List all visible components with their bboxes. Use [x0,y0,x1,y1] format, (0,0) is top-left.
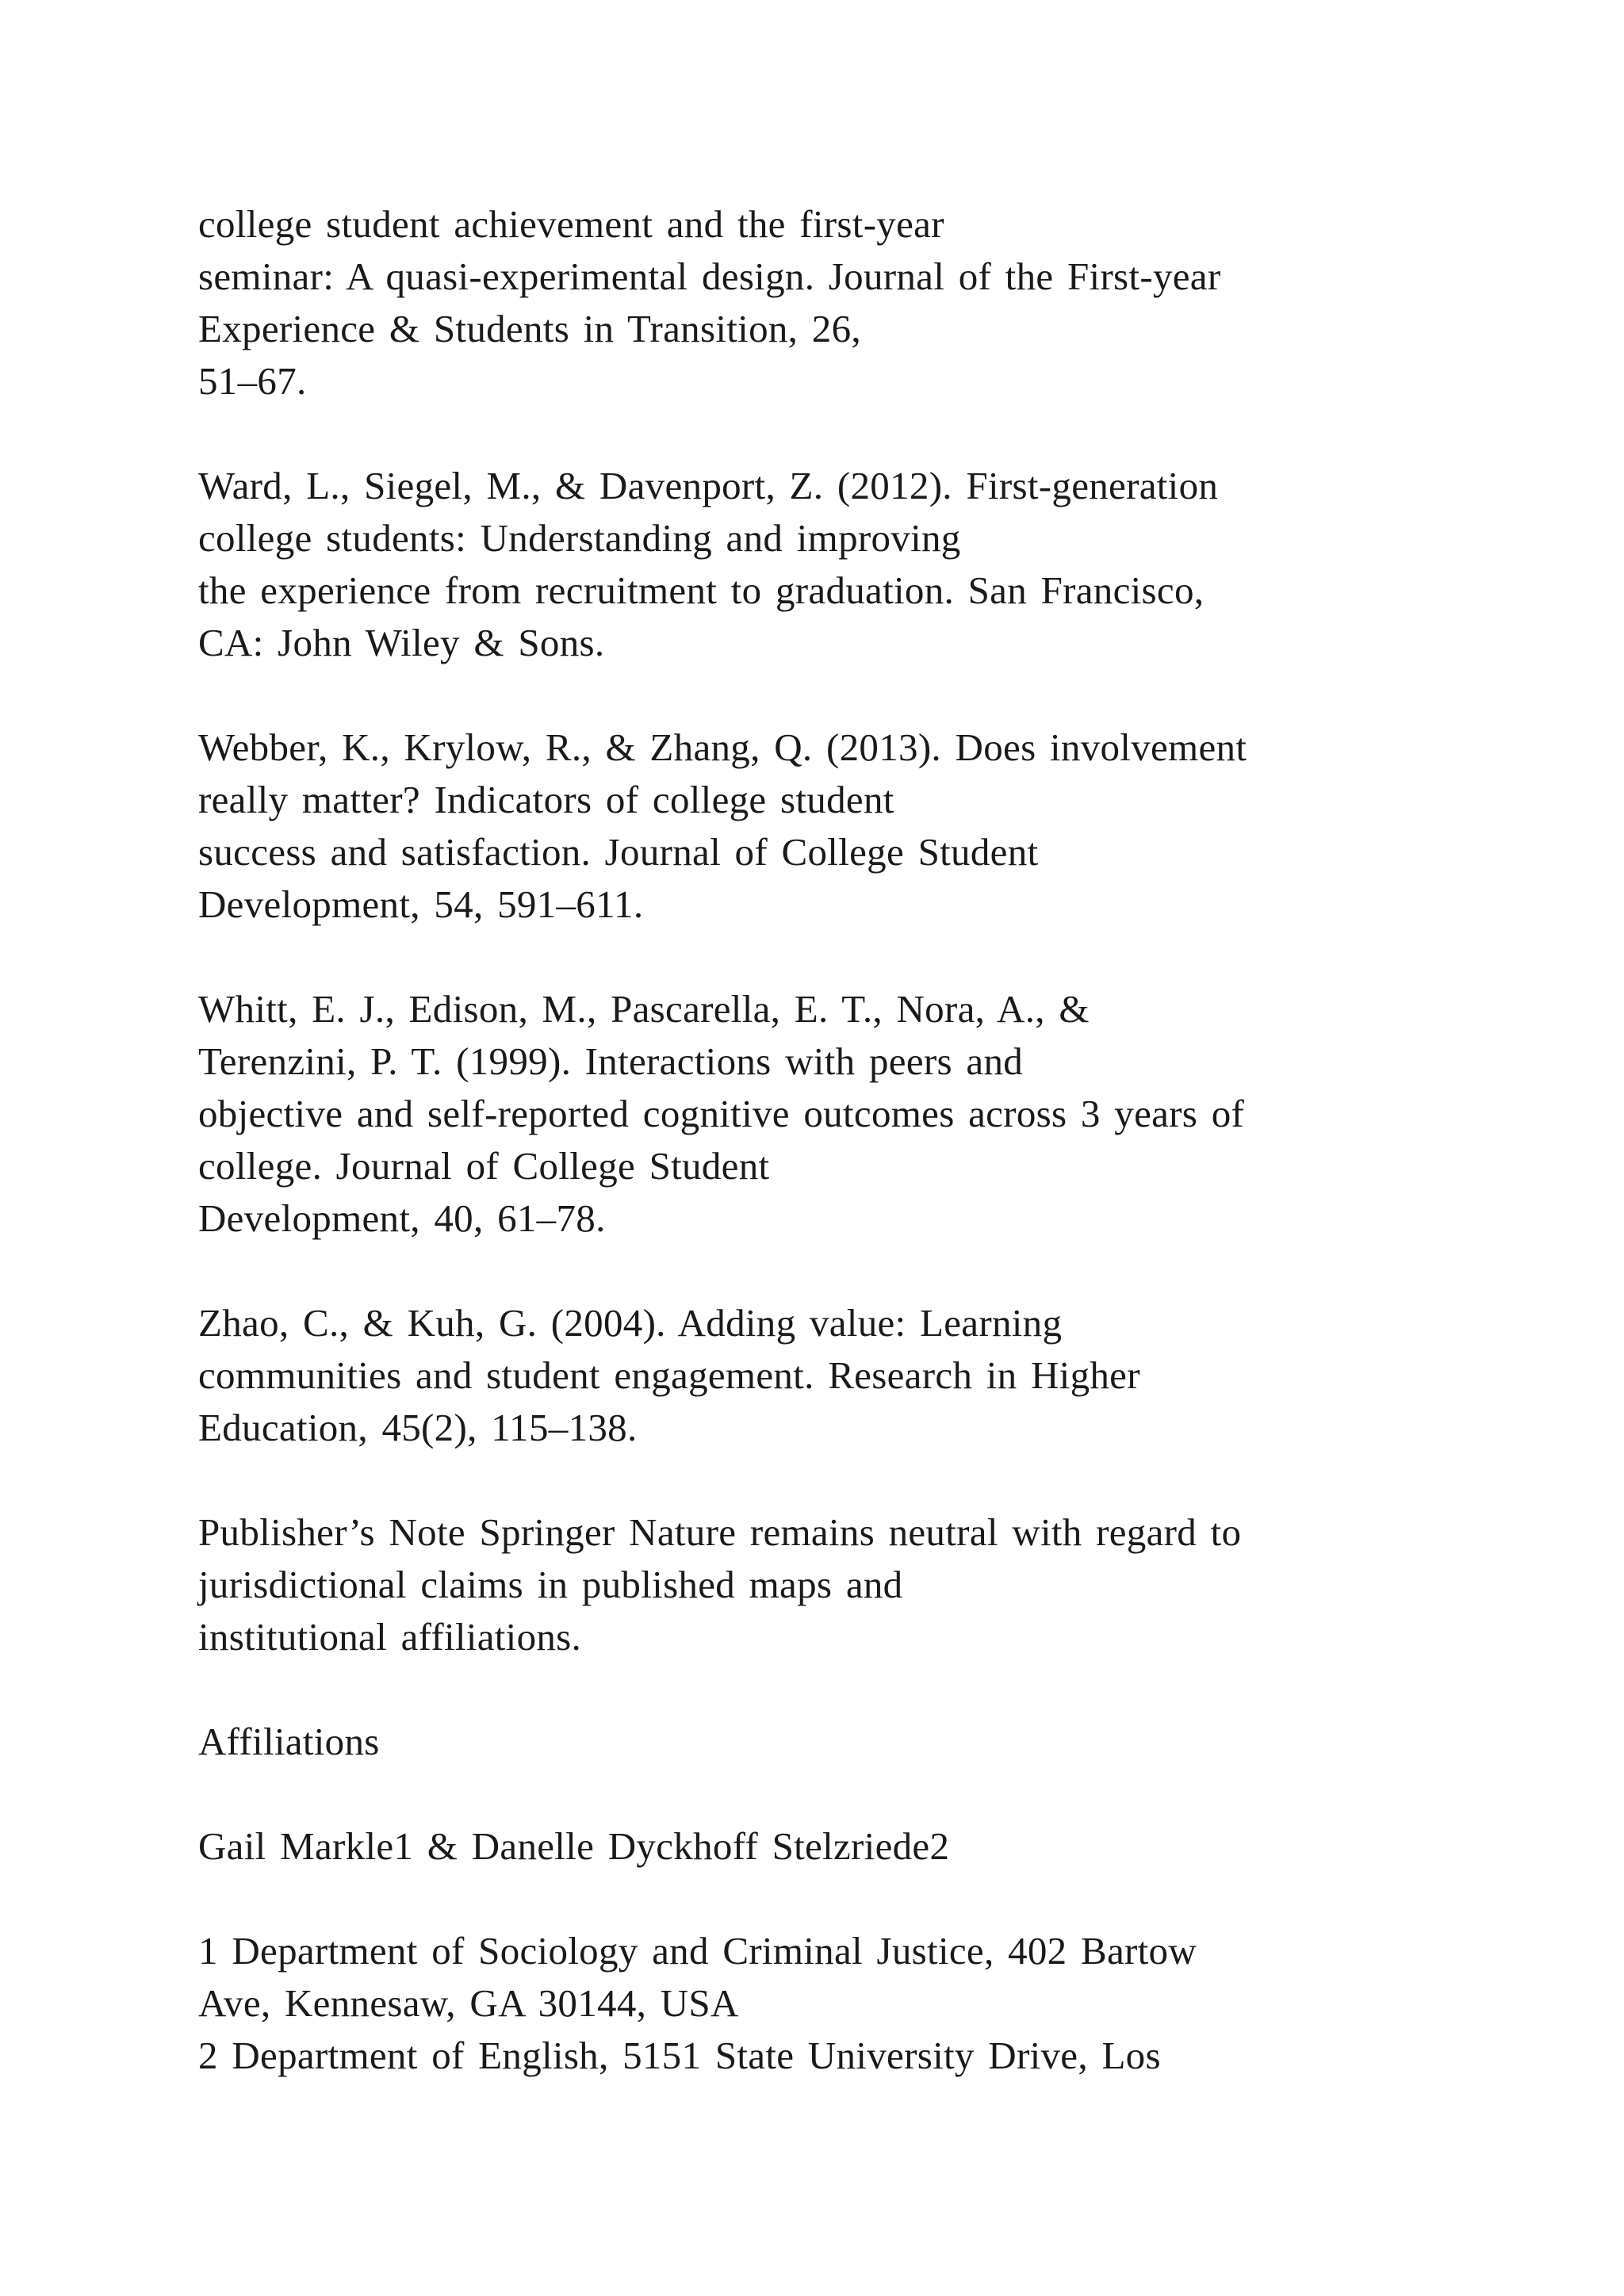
text-line: success and satisfaction. Journal of College Student [198,830,1039,874]
text-line: jurisdictional claims in published maps and [198,1563,903,1606]
text-line: Gail Markle1 & Danelle Dyckhoff Stelzriede2 [198,1824,950,1868]
text-line: college. Journal of College Student [198,1144,770,1188]
text-line: Zhao, C., & Kuh, G. (2004). Adding value: Learning [198,1301,1063,1345]
text-line: communities and student engagement. Research in Higher [198,1353,1140,1397]
text-line: college students: Understanding and improving [198,516,961,560]
text-line: Webber, K., Krylow, R., & Zhang, Q. (2013). Does involvement [198,725,1247,769]
reference-entry-zhao [198,1297,1435,1454]
reference-entry-webber [198,721,1435,931]
text-line: objective and self-reported cognitive outcomes across 3 years of [198,1092,1245,1135]
text-line: Ave, Kennesaw, GA 30144, USA [198,1981,739,2025]
text-line: seminar: A quasi-experimental design. Journal of the First-year [198,254,1221,298]
text-line: Education, 45(2), 115–138. [198,1406,638,1449]
heading-line: Affiliations [198,1720,380,1763]
text-line: Development, 40, 61–78. [198,1196,606,1240]
text-line: Publisher’s Note Springer Nature remains neutral with regard to [198,1510,1242,1554]
text-line: 2 Department of English, 5151 State University Drive, Los [198,2034,1161,2077]
author-names [198,1820,1435,1873]
affiliation-list [198,1925,1435,2082]
text-line: Whitt, E. J., Edison, M., Pascarella, E. T., Nora, A., & [198,987,1090,1031]
text-line: 1 Department of Sociology and Criminal Justice, 402 Bartow [198,1929,1197,1973]
document-body [198,198,1435,2134]
text-line: Development, 54, 591–611. [198,882,644,926]
reference-entry-whitt [198,983,1435,1245]
text-line: institutional affiliations. [198,1615,582,1659]
text-line: the experience from recruitment to graduation. San Francisco, [198,568,1205,612]
text-line: Ward, L., Siegel, M., & Davenport, Z. (2012). First-generation [198,464,1219,507]
text-line: 51–67. [198,359,307,403]
text-line: Terenzini, P. T. (1999). Interactions with peers and [198,1039,1024,1083]
reference-entry-ward [198,460,1435,669]
publisher-note [198,1506,1435,1663]
text-line: Experience & Students in Transition, 26, [198,307,861,350]
reference-entry-continuation [198,198,1435,408]
text-line: college student achievement and the first-year [198,202,944,246]
affiliations-heading [198,1716,1435,1768]
text-line: CA: John Wiley & Sons. [198,621,605,664]
text-line: really matter? Indicators of college student [198,778,894,821]
